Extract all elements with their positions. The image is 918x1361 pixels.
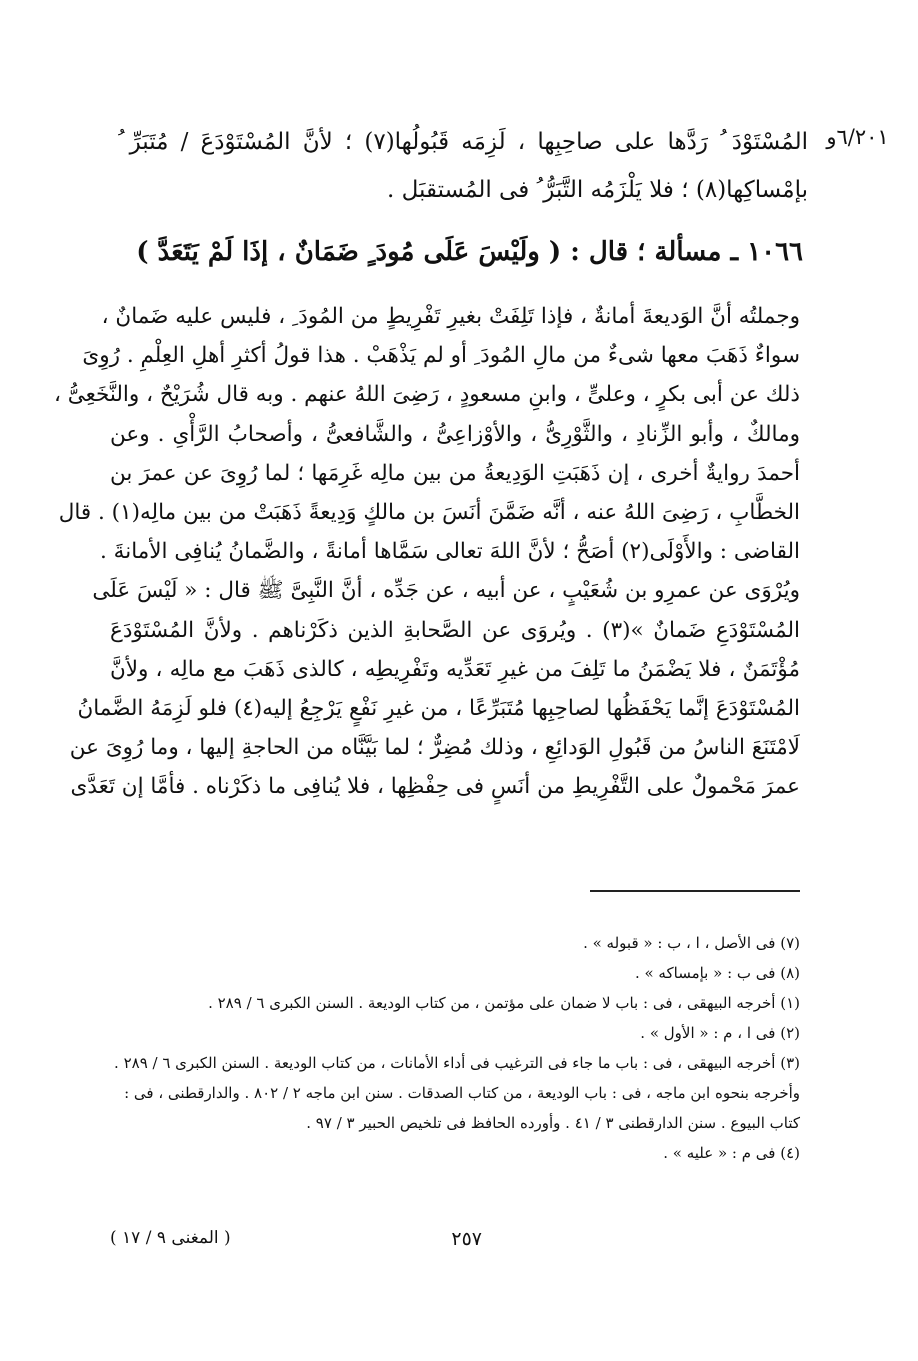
issue-quotation: ( ولَيْسَ عَلَى مُودَ ٍ ضَمَانٌ ، إذَا لَمْ يَتَعَدَّ ) [136, 237, 562, 267]
body-line: المُسْتَوْدَعِ ضَمانٌ »(٣) . ويُروَى عن الصَّحابةِ الذين ذكَرْناهم . ولأنَّ المُسْتَوْدَعَ [110, 617, 800, 643]
footnote: (١) أخرجه البيهقى ، فى : باب لا ضمان على مؤتمن ، من كتاب الوديعة . السنن الكبرى ٦ / ٢٨٩ . [208, 994, 800, 1012]
body-line: ومالكٌ ، وأبو الزِّنادِ ، والثَّوْرِىُّ ، والأوْزاعِىُّ ، والشَّافعىُّ ، وأصحابُ الرَّأْىِ . وعن [110, 421, 800, 447]
section-heading [113, 232, 803, 272]
body-line: عمرَ مَحْمولٌ على التَّفْرِيطِ من أنَسٍ فى حِفْظِها ، فلا يُنافِى ما ذكَرْناه . فأمَّا إن تَعَدَّى [70, 774, 800, 800]
opening-paragraph: المُسْتَوْدَ ُ رَدَّها على صاحِبِها ، لَزِمَه قَبُولُها(٧) ؛ لأنَّ المُسْتَوْدَعَ / مُتَبَرِّ ُ بإمْساكِها(٨) ؛ فلا يَلْزَمُه التَّبَرُّ ُ فى المُستقبَل . [118, 129, 808, 203]
body-line: سواءٌ ذَهَبَ معها شىءٌ من مالِ المُودَ ِ أو لم يَذْهَبْ . هذا قولُ أكثرِ أهلِ العِلْمِ . رُوِىَ [82, 343, 800, 369]
body-line: لَامْتَنَعَ الناسُ من قَبُولِ الوَدائِعِ ، وذلك مُضِرٌّ ؛ لما بَيَّنَّاه من الحاجةِ إليها ، وما رُوِىَ عن [69, 735, 800, 761]
page-footer [110, 1228, 800, 1258]
footnote: (٢) فى ا ، م : « الأول » . [640, 1024, 800, 1042]
footnote: وأخرجه بنحوه ابن ماجه ، فى : باب الوديعة ، من كتاب الصدقات . سنن ابن ماجه ٢ / ٨٠٢ . والدارقطنى ، فى : كتاب البيوع . سنن الدارقطنى ٣ / ٤١ . وأورده الحافظ فى تلخيص الحبير ٣ / ٩٧ . [124, 1084, 800, 1132]
heading-dash: ـ [730, 237, 739, 267]
main-body-text [53, 297, 800, 807]
body-line: أحمدَ روايةٌ أخرى ، إن ذَهَبَتِ الوَدِيعةُ من بين مالِه غَرِمَها ؛ لما رُوِىَ عن عمرَ بن [110, 460, 800, 486]
body-line: ويُرْوَى عن عمرِو بن شُعَيْبٍ ، عن أبيه ، عن جَدِّه ، أنَّ النَّبِىَّ ﷺ قال : « لَيْسَ عَلَى [92, 578, 800, 604]
footnote: (٧) فى الأصل ، ا ، ب : « قبوله » . [583, 934, 800, 952]
body-line: المُسْتَوْدَعَ إنَّما يَحْفَظُها لصاحِبِها مُتَبَرِّعًا ، من غيرِ نَفْعٍ يَرْجِعُ إليه(٤) فلو لَزِمَهُ الضَّمانُ [77, 696, 800, 722]
printer-signature: ( المغنى ٩ / ١٧ ) [110, 1228, 231, 1248]
footnote-separator [590, 890, 800, 892]
body-line: الخطَّابِ ، رَضِىَ اللهُ عنه ، أنَّه ضَمَّنَ أنَسَ بن مالكٍ وَدِيعةً ذَهَبَتْ من بين مالِه(١) . قال [58, 500, 800, 526]
issue-label: مسألة ؛ قال : [570, 237, 722, 267]
body-line: مُؤْتَمَنٌ ، فلا يَضْمَنُ ما تَلِفَ من غيرِ تَعَدِّيه وتَفْرِيطِه ، كالذى ذَهَبَ مع مالِه ، ولأنَّ [110, 656, 800, 682]
manuscript-folio-reference: ٦/٢٠١و [826, 125, 889, 149]
page-number: ٢٥٧ [451, 1228, 482, 1250]
body-line: وجملتُه أنَّ الوَديعةَ أمانةٌ ، فإذا تَلِفَتْ بغيرِ تَفْرِيطٍ من المُودَ ِ ، فليس عليه ضَمانٌ ، [101, 304, 800, 329]
body-line: ذلك عن أبى بكرٍ ، وعلىٍّ ، وابنِ مسعودٍ ، رَضِىَ اللهُ عنهم . وبه قال شُرَيْحٌ ، والنَّخَعِىُّ ، [53, 382, 800, 408]
issue-number: ١٠٦٦ [747, 237, 803, 267]
footnote: (٤) فى م : « عليه » . [663, 1144, 800, 1162]
body-line: القاضى : والأَوْلَى(٢) أصَحُّ ؛ لأنَّ اللهَ تعالى سَمَّاها أمانةً ، والضَّمانُ يُنافِى الأمانةَ . [100, 539, 800, 565]
footnote: (٨) فى ب : « بإمساكه » . [634, 964, 800, 982]
footnotes [110, 928, 800, 1168]
footnote: (٣) أخرجه البيهقى ، فى : باب ما جاء فى الترغيب فى أداء الأمانات ، من كتاب الوديعة . السنن الكبرى ٦ / ٢٨٩ . [114, 1054, 800, 1072]
